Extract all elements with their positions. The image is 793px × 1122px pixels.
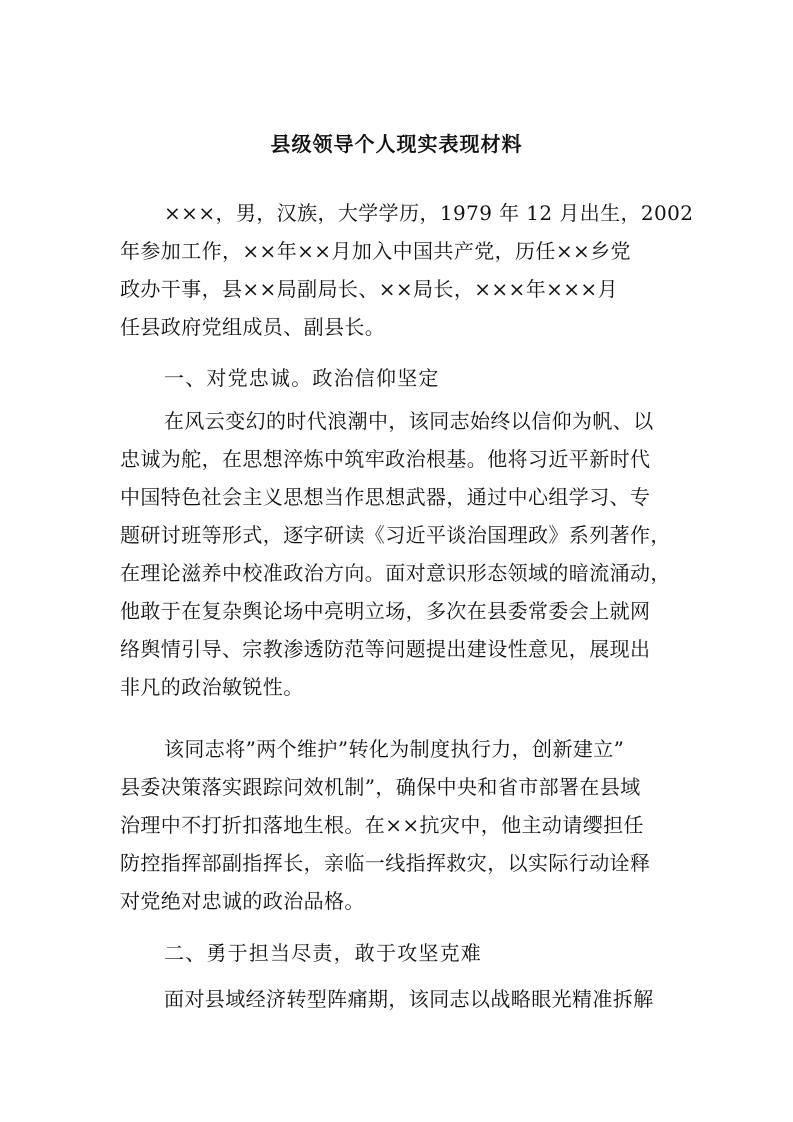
paragraph-line: 该同志将”两个维护”转化为制度执行力，创新建立”	[164, 737, 625, 761]
paragraph-line: 他敢于在复杂舆论场中亮明立场，多次在县委常委会上就网	[120, 599, 651, 623]
paragraph-line: 在风云变幻的时代浪潮中，该同志始终以信仰为帆、以	[164, 409, 654, 433]
paragraph-line: 在理论滋养中校准政治方向。面对意识形态领域的暗流涌动，	[120, 561, 671, 585]
section-heading: 二、勇于担当尽责，敢于攻坚克难	[164, 941, 482, 965]
section-heading: 一、对党忠诚。政治信仰坚定	[164, 366, 440, 390]
paragraph-line: ×××，男，汉族，大学学历，1979 年 12 月出生，2002	[164, 201, 694, 225]
paragraph-line: 任县政府党组成员、副县长。	[120, 315, 386, 339]
paragraph-line: 面对县域经济转型阵痛期，该同志以战略眼光精准拆解	[164, 987, 654, 1011]
paragraph-line: 忠诚为舵，在思想淬炼中筑牢政治根基。他将习近平新时代	[120, 447, 651, 471]
paragraph-line: 络舆情引导、宗教渗透防范等问题提出建设性意见，展现出	[120, 637, 651, 661]
paragraph-line: 非凡的政治敏锐性。	[120, 675, 304, 699]
paragraph-line: 政办干事，县××局副局长、××局长，×××年×××月	[120, 277, 618, 301]
paragraph-line: 县委决策落实跟踪问效机制”，确保中央和省市部署在县域	[120, 775, 641, 799]
paragraph-line: 中国特色社会主义思想当作思想武器，通过中心组学习、专	[120, 485, 651, 509]
document-title: 县级领导个人现实表现材料	[270, 132, 523, 156]
paragraph-line: 防控指挥部副指挥长，亲临一线指挥救灾，以实际行动诠释	[120, 851, 651, 875]
paragraph-line: 治理中不打折扣落地生根。在××抗灾中，他主动请缨担任	[120, 813, 644, 837]
paragraph-line: 年参加工作，××年××月加入中国共产党，历任××乡党	[120, 239, 631, 263]
paragraph-line: 对党绝对忠诚的政治品格。	[120, 889, 365, 913]
paragraph-line: 题研讨班等形式，逐字研读《习近平谈治国理政》系列著作，	[120, 523, 671, 547]
